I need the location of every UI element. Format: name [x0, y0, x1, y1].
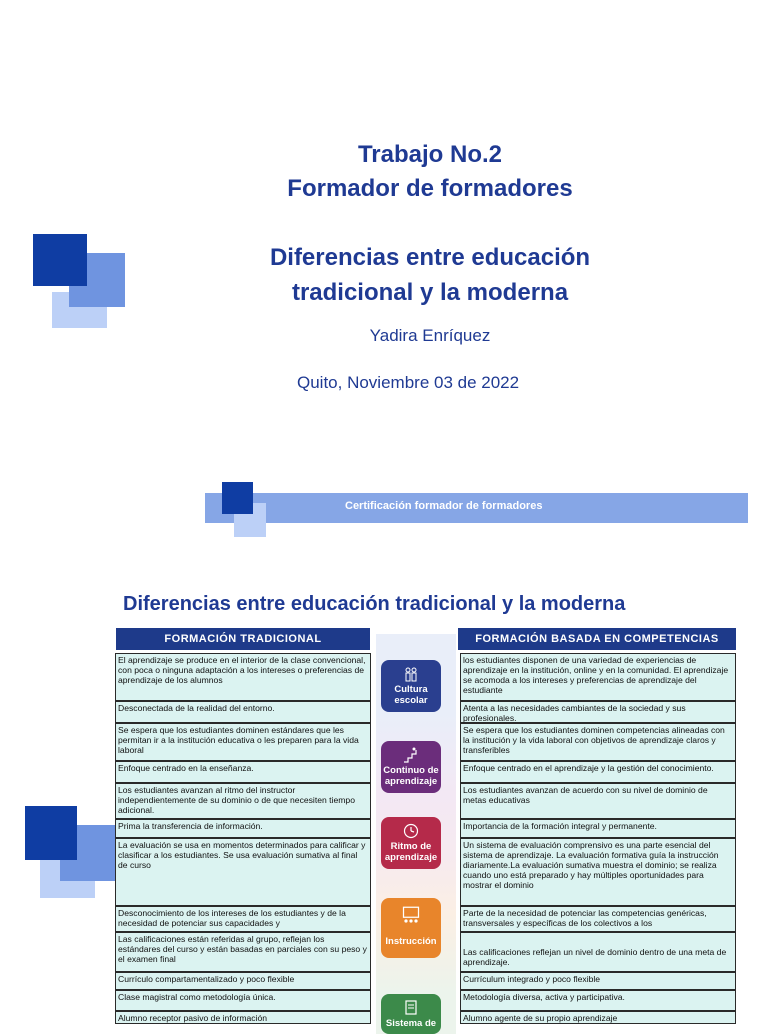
- document-icon: [403, 1000, 419, 1016]
- badge-label: Instrucción: [385, 936, 437, 947]
- right-row: Se espera que los estudiantes dominen competencias alineadas con la institución y la vida laboral con objetivos de aprendizaje claros y transferibles: [460, 723, 736, 761]
- right-row: Parte de la necesidad de potenciar las competencias genéricas, transversales y específicas de los colectivos a los: [460, 906, 736, 932]
- right-row: Atenta a las necesidades cambiantes de la sociedad y sus profesionales.: [460, 701, 736, 723]
- left-row: Desconocimiento de los intereses de los estudiantes y de la necesidad de potenciar sus capacidades y: [115, 906, 371, 932]
- decor-square: [25, 806, 77, 860]
- decor-square: [222, 482, 253, 514]
- right-row: Importancia de la formación integral y permanente.: [460, 819, 736, 838]
- badge-label: Cultura escolar: [394, 684, 428, 706]
- right-column-header: FORMACIÓN BASADA EN COMPETENCIAS: [458, 628, 736, 650]
- place-date: Quito, Noviembre 03 de 2022: [297, 373, 520, 392]
- badge-instruccion: [381, 898, 441, 958]
- right-row: Los estudiantes avanzan de acuerdo con su nivel de dominio de metas educativas: [460, 783, 736, 819]
- right-row: los estudiantes disponen de una variedad de experiencias de aprendizaje en la institución, online y en la comunidad. El aprendizaje se acomoda a los intereses y preferencias de aprendizaje del estudiante: [460, 653, 736, 701]
- left-row: El aprendizaje se produce en el interior de la clase convencional, con poca o ninguna adaptación a los intereses o preferencias de aprendizaje de los alumnos: [115, 653, 371, 701]
- left-row: Prima la transferencia de información.: [115, 819, 371, 838]
- right-row: Currículum integrado y poco flexible: [460, 972, 736, 990]
- stairs-icon: [403, 747, 419, 763]
- topic-heading-line2: tradicional y la moderna: [291, 279, 569, 306]
- author-name: Yadira Enríquez: [369, 326, 491, 345]
- left-row: Clase magistral como metodología única.: [115, 990, 371, 1011]
- slide-title-line2: Formador de formadores: [287, 175, 573, 202]
- badge-ritmo-aprendizaje: [381, 817, 441, 869]
- badge-label: Continuo de aprendizaje: [383, 765, 439, 787]
- left-row: Alumno receptor pasivo de información: [115, 1011, 371, 1024]
- left-row: Las calificaciones están referidas al grupo, reflejan los estándares del curso y están basadas en parciales con su peso y el examen final: [115, 932, 371, 972]
- clock-icon: [403, 823, 419, 839]
- badge-cultura-escolar: [381, 660, 441, 712]
- decor-square: [33, 234, 87, 286]
- teacher-icon: [401, 906, 421, 926]
- left-row: Los estudiantes avanzan al ritmo del instructor independientemente de su dominio o de que necesiten tiempo adicional.: [115, 783, 371, 819]
- left-column-header: FORMACIÓN TRADICIONAL: [116, 628, 370, 650]
- left-row: Currículo compartamentalizado y poco flexible: [115, 972, 371, 990]
- slide-title-line1: Trabajo No.2: [357, 141, 503, 168]
- people-icon: [403, 666, 419, 682]
- right-row: Alumno agente de su propio aprendizaje: [460, 1011, 736, 1024]
- comparison-heading: Diferencias entre educación tradicional y la moderna: [123, 593, 626, 615]
- badge-continuo-aprendizaje: [381, 741, 441, 793]
- left-row: Desconectada de la realidad del entorno.: [115, 701, 371, 723]
- right-row: Las calificaciones reflejan un nivel de dominio dentro de una meta de aprendizaje.: [460, 932, 736, 972]
- badge-sistema: [381, 994, 441, 1034]
- banner: [205, 493, 748, 523]
- banner-text: Certificación formador de formadores: [345, 500, 543, 512]
- badge-label: Ritmo de aprendizaje: [384, 841, 438, 863]
- left-row: Se espera que los estudiantes dominen estándares que les permitan ir a la institución educativa o les preparen para la vida laboral: [115, 723, 371, 761]
- right-row: Enfoque centrado en el aprendizaje y la gestión del conocimiento.: [460, 761, 736, 783]
- right-row: Metodología diversa, activa y participativa.: [460, 990, 736, 1011]
- left-row: Enfoque centrado en la enseñanza.: [115, 761, 371, 783]
- left-row: La evaluación se usa en momentos determinados para calificar y clasificar a los estudiantes. Se usa evaluación sumativa al final de curso: [115, 838, 371, 906]
- right-row: Un sistema de evaluación comprensivo es una parte esencial del sistema de aprendizaje. La evaluación formativa guía la instrucción diariamente.La evaluación sumativa muestra el dominio; se realiza cuando uno está preparado y hay múltiples oportunidades para mostrar el dominio: [460, 838, 736, 906]
- badge-label: Sistema de: [385, 1018, 437, 1029]
- topic-heading-line1: Diferencias entre educación: [269, 244, 591, 271]
